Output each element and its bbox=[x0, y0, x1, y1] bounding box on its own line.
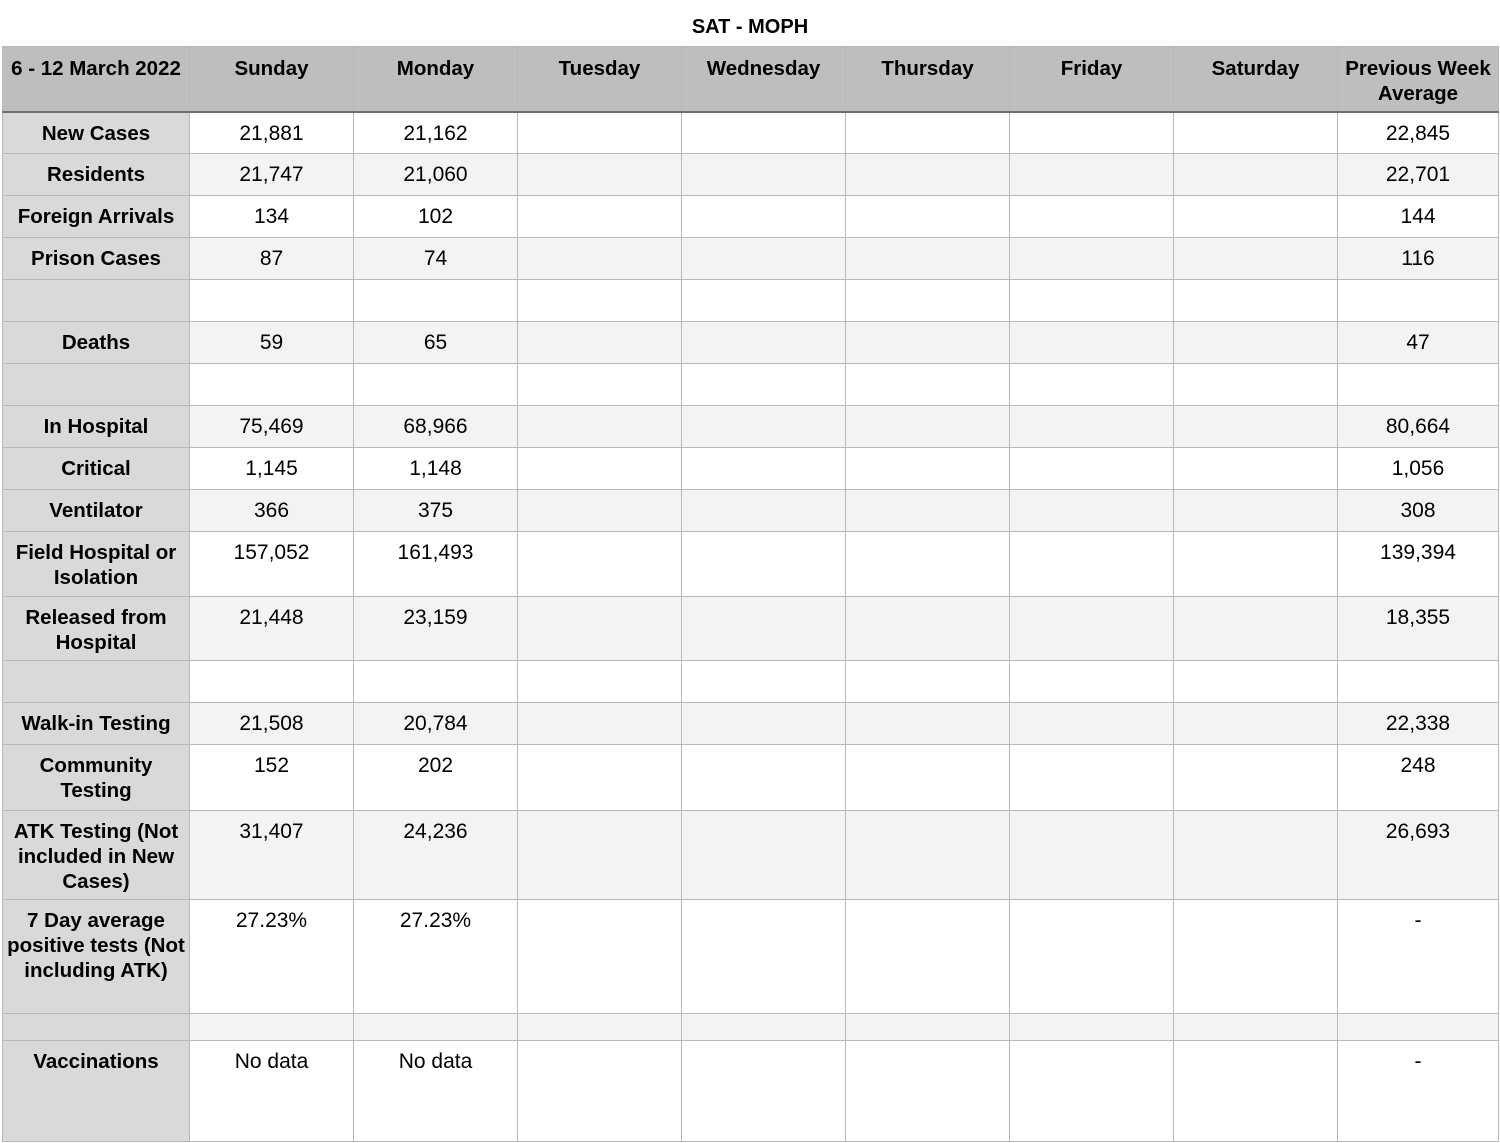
average-cell: - bbox=[1338, 1041, 1499, 1142]
table-cell bbox=[1010, 364, 1174, 406]
table-cell: 21,060 bbox=[354, 154, 518, 196]
table-cell bbox=[1010, 1014, 1174, 1041]
row-label: Walk-in Testing bbox=[3, 703, 190, 745]
table-body bbox=[3, 112, 1499, 1142]
header-row bbox=[3, 47, 1499, 112]
header-day-saturday: Saturday bbox=[1174, 47, 1338, 112]
table-row bbox=[3, 280, 1499, 322]
table-cell bbox=[1174, 490, 1338, 532]
table-cell bbox=[1174, 532, 1338, 597]
row-label: In Hospital bbox=[3, 406, 190, 448]
table-cell: 21,747 bbox=[190, 154, 354, 196]
row-label bbox=[3, 1014, 190, 1041]
row-label: Residents bbox=[3, 154, 190, 196]
table-cell: No data bbox=[190, 1041, 354, 1142]
table-cell bbox=[1174, 900, 1338, 1014]
table-cell: No data bbox=[354, 1041, 518, 1142]
table-cell bbox=[518, 597, 682, 661]
row-label: Vaccinations bbox=[3, 1041, 190, 1142]
row-label: Prison Cases bbox=[3, 238, 190, 280]
table-cell: 87 bbox=[190, 238, 354, 280]
table-cell bbox=[354, 364, 518, 406]
table-cell: 1,148 bbox=[354, 448, 518, 490]
table-cell bbox=[846, 406, 1010, 448]
table-cell bbox=[682, 196, 846, 238]
header-day-wednesday: Wednesday bbox=[682, 47, 846, 112]
table-cell bbox=[1010, 1041, 1174, 1142]
table-cell bbox=[518, 364, 682, 406]
table-row bbox=[3, 322, 1499, 364]
table-cell bbox=[1010, 597, 1174, 661]
table-cell bbox=[190, 280, 354, 322]
table-cell bbox=[1010, 280, 1174, 322]
table-cell bbox=[1174, 811, 1338, 900]
table-cell bbox=[190, 661, 354, 703]
row-label: Community Testing bbox=[3, 745, 190, 811]
table-cell: 102 bbox=[354, 196, 518, 238]
table-cell bbox=[1174, 448, 1338, 490]
table-cell bbox=[846, 745, 1010, 811]
table-cell: 366 bbox=[190, 490, 354, 532]
table-cell bbox=[1174, 703, 1338, 745]
table-cell: 75,469 bbox=[190, 406, 354, 448]
header-average: Previous Week Average bbox=[1338, 47, 1499, 112]
header-period: 6 - 12 March 2022 bbox=[3, 47, 190, 112]
table-cell bbox=[682, 1041, 846, 1142]
table-cell bbox=[1174, 1041, 1338, 1142]
table-cell bbox=[354, 280, 518, 322]
table-cell bbox=[1010, 490, 1174, 532]
table-cell bbox=[682, 238, 846, 280]
table-cell bbox=[846, 112, 1010, 154]
row-label: Field Hospital or Isolation bbox=[3, 532, 190, 597]
row-label: Critical bbox=[3, 448, 190, 490]
table-cell bbox=[846, 1041, 1010, 1142]
table-row bbox=[3, 490, 1499, 532]
table-cell bbox=[518, 196, 682, 238]
table-cell: 59 bbox=[190, 322, 354, 364]
row-label: Ventilator bbox=[3, 490, 190, 532]
table-cell bbox=[682, 900, 846, 1014]
table-cell bbox=[682, 490, 846, 532]
table-cell bbox=[354, 661, 518, 703]
table-cell bbox=[518, 448, 682, 490]
table-cell bbox=[518, 1041, 682, 1142]
header-day-tuesday: Tuesday bbox=[518, 47, 682, 112]
table-row bbox=[3, 406, 1499, 448]
header-day-thursday: Thursday bbox=[846, 47, 1010, 112]
table-cell bbox=[682, 406, 846, 448]
table-cell bbox=[518, 703, 682, 745]
table-cell bbox=[846, 364, 1010, 406]
table-cell: 375 bbox=[354, 490, 518, 532]
average-cell: 1,056 bbox=[1338, 448, 1499, 490]
row-label bbox=[3, 280, 190, 322]
average-cell: 22,701 bbox=[1338, 154, 1499, 196]
table-cell: 31,407 bbox=[190, 811, 354, 900]
table-row bbox=[3, 1014, 1499, 1041]
table-cell bbox=[518, 112, 682, 154]
table-row bbox=[3, 238, 1499, 280]
table-cell bbox=[518, 661, 682, 703]
table-cell bbox=[846, 661, 1010, 703]
table-cell bbox=[1174, 406, 1338, 448]
average-cell bbox=[1338, 364, 1499, 406]
table-cell bbox=[1174, 1014, 1338, 1041]
table-cell bbox=[846, 1014, 1010, 1041]
table-cell bbox=[682, 112, 846, 154]
table-cell: 21,162 bbox=[354, 112, 518, 154]
table-cell bbox=[682, 703, 846, 745]
table-cell: 161,493 bbox=[354, 532, 518, 597]
table-cell bbox=[846, 238, 1010, 280]
table-cell bbox=[682, 811, 846, 900]
average-cell: 80,664 bbox=[1338, 406, 1499, 448]
row-label: Deaths bbox=[3, 322, 190, 364]
average-cell: 308 bbox=[1338, 490, 1499, 532]
table-row bbox=[3, 154, 1499, 196]
table-row bbox=[3, 532, 1499, 597]
table-cell bbox=[518, 900, 682, 1014]
row-label: New Cases bbox=[3, 112, 190, 154]
table-cell bbox=[1010, 811, 1174, 900]
table-cell bbox=[190, 364, 354, 406]
table-cell bbox=[1174, 322, 1338, 364]
table-cell bbox=[1174, 745, 1338, 811]
table-cell bbox=[1174, 364, 1338, 406]
table-cell: 1,145 bbox=[190, 448, 354, 490]
table-row bbox=[3, 1041, 1499, 1142]
table-row bbox=[3, 661, 1499, 703]
table-cell bbox=[1010, 745, 1174, 811]
row-label bbox=[3, 364, 190, 406]
table-cell bbox=[1174, 238, 1338, 280]
table-row bbox=[3, 196, 1499, 238]
table-cell bbox=[846, 900, 1010, 1014]
table-cell bbox=[846, 811, 1010, 900]
header-day-friday: Friday bbox=[1010, 47, 1174, 112]
table-cell bbox=[518, 1014, 682, 1041]
table-cell: 24,236 bbox=[354, 811, 518, 900]
table-cell bbox=[518, 490, 682, 532]
table-cell bbox=[1010, 900, 1174, 1014]
table-row bbox=[3, 448, 1499, 490]
average-cell: 139,394 bbox=[1338, 532, 1499, 597]
table-cell bbox=[518, 238, 682, 280]
average-cell: 22,338 bbox=[1338, 703, 1499, 745]
table-cell: 21,508 bbox=[190, 703, 354, 745]
table-cell: 152 bbox=[190, 745, 354, 811]
table-cell bbox=[682, 532, 846, 597]
data-table bbox=[2, 46, 1499, 1142]
table-cell bbox=[1174, 196, 1338, 238]
table-cell bbox=[846, 196, 1010, 238]
table-cell bbox=[1010, 154, 1174, 196]
table-cell bbox=[518, 322, 682, 364]
row-label: 7 Day average positive tests (Not including ATK) bbox=[3, 900, 190, 1014]
table-cell bbox=[1010, 238, 1174, 280]
table-cell bbox=[518, 154, 682, 196]
average-cell: - bbox=[1338, 900, 1499, 1014]
page-title: SAT - MOPH bbox=[691, 16, 809, 38]
table-cell: 21,448 bbox=[190, 597, 354, 661]
average-cell: 18,355 bbox=[1338, 597, 1499, 661]
table-cell: 21,881 bbox=[190, 112, 354, 154]
table-cell bbox=[354, 1014, 518, 1041]
table-cell bbox=[1010, 322, 1174, 364]
average-cell: 144 bbox=[1338, 196, 1499, 238]
table-cell bbox=[1010, 196, 1174, 238]
table-cell bbox=[682, 280, 846, 322]
table-cell bbox=[1010, 703, 1174, 745]
table-row bbox=[3, 900, 1499, 1014]
table-cell bbox=[682, 1014, 846, 1041]
table-cell: 68,966 bbox=[354, 406, 518, 448]
table-cell: 27.23% bbox=[354, 900, 518, 1014]
table-cell bbox=[1174, 597, 1338, 661]
header-day-sunday: Sunday bbox=[190, 47, 354, 112]
table-cell bbox=[1010, 532, 1174, 597]
row-label bbox=[3, 661, 190, 703]
average-cell bbox=[1338, 1014, 1499, 1041]
table-cell bbox=[1010, 448, 1174, 490]
table-cell bbox=[682, 745, 846, 811]
table-cell bbox=[846, 597, 1010, 661]
average-cell: 47 bbox=[1338, 322, 1499, 364]
header-day-monday: Monday bbox=[354, 47, 518, 112]
table-cell: 27.23% bbox=[190, 900, 354, 1014]
average-cell: 22,845 bbox=[1338, 112, 1499, 154]
table-cell bbox=[682, 597, 846, 661]
table-row bbox=[3, 811, 1499, 900]
average-cell bbox=[1338, 280, 1499, 322]
table-cell bbox=[1174, 154, 1338, 196]
row-label: Released from Hospital bbox=[3, 597, 190, 661]
table-row bbox=[3, 112, 1499, 154]
average-cell bbox=[1338, 661, 1499, 703]
table-cell bbox=[518, 280, 682, 322]
table-cell bbox=[518, 745, 682, 811]
average-cell: 116 bbox=[1338, 238, 1499, 280]
table-cell: 20,784 bbox=[354, 703, 518, 745]
table-cell bbox=[518, 406, 682, 448]
row-label: Foreign Arrivals bbox=[3, 196, 190, 238]
table-cell: 134 bbox=[190, 196, 354, 238]
table-cell bbox=[190, 1014, 354, 1041]
table-cell: 65 bbox=[354, 322, 518, 364]
table-cell bbox=[682, 448, 846, 490]
table-cell bbox=[846, 490, 1010, 532]
table-cell bbox=[682, 661, 846, 703]
table-cell bbox=[846, 280, 1010, 322]
table-cell bbox=[846, 322, 1010, 364]
table-cell: 202 bbox=[354, 745, 518, 811]
table-cell bbox=[1174, 280, 1338, 322]
table-cell: 23,159 bbox=[354, 597, 518, 661]
table-row bbox=[3, 597, 1499, 661]
table-cell bbox=[1174, 661, 1338, 703]
table-cell bbox=[1010, 112, 1174, 154]
table-cell bbox=[682, 364, 846, 406]
table-row bbox=[3, 703, 1499, 745]
table-cell bbox=[1174, 112, 1338, 154]
table-row bbox=[3, 364, 1499, 406]
table-cell bbox=[682, 322, 846, 364]
table-cell bbox=[1010, 661, 1174, 703]
table-row bbox=[3, 745, 1499, 811]
average-cell: 248 bbox=[1338, 745, 1499, 811]
table-cell bbox=[682, 154, 846, 196]
table-cell bbox=[846, 703, 1010, 745]
table-cell bbox=[1010, 406, 1174, 448]
table-cell: 74 bbox=[354, 238, 518, 280]
table-cell bbox=[518, 532, 682, 597]
table-cell bbox=[846, 448, 1010, 490]
table-cell bbox=[518, 811, 682, 900]
average-cell: 26,693 bbox=[1338, 811, 1499, 900]
row-label: ATK Testing (Not included in New Cases) bbox=[3, 811, 190, 900]
table-cell bbox=[846, 154, 1010, 196]
table-cell bbox=[846, 532, 1010, 597]
table-cell: 157,052 bbox=[190, 532, 354, 597]
